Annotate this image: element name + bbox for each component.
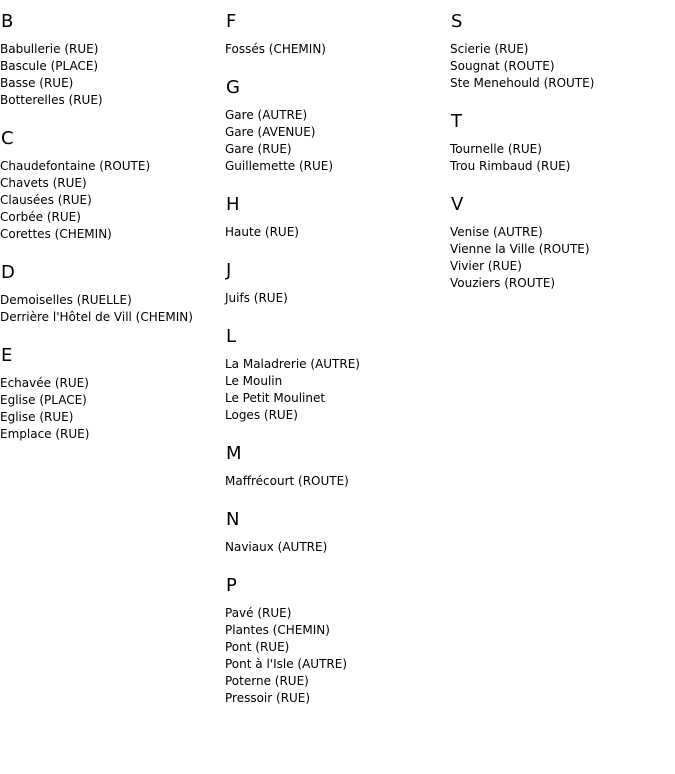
street-link[interactable]: Corettes (CHEMIN) <box>0 227 112 241</box>
street-list <box>0 158 225 243</box>
street-link[interactable]: Eglise (PLACE) <box>0 393 87 407</box>
letter-group <box>0 11 225 109</box>
street-link[interactable]: Clausées (RUE) <box>0 193 92 207</box>
street-link[interactable]: Vienne la Ville (ROUTE) <box>450 242 590 256</box>
street-link[interactable]: Pont à l'Isle (AUTRE) <box>225 657 348 671</box>
letter-group <box>225 194 450 241</box>
letter-group <box>450 111 675 175</box>
street-link[interactable]: Echavée (RUE) <box>0 376 89 390</box>
street-link[interactable]: Vivier (RUE) <box>450 259 522 273</box>
street-list <box>450 41 675 92</box>
letter-heading: B <box>1 11 14 32</box>
letter-heading: P <box>226 575 237 596</box>
letter-heading: V <box>451 194 464 215</box>
street-list <box>225 473 450 490</box>
street-link[interactable]: Gare (AUTRE) <box>225 108 308 122</box>
street-link[interactable]: Haute (RUE) <box>225 225 299 239</box>
street-link[interactable]: Pavé (RUE) <box>225 606 292 620</box>
street-list <box>225 539 450 556</box>
street-link[interactable]: Sougnat (ROUTE) <box>450 59 555 73</box>
letter-group <box>225 77 450 175</box>
letter-heading: J <box>226 260 232 281</box>
street-link[interactable]: Botterelles (RUE) <box>0 93 103 107</box>
street-link[interactable]: Scierie (RUE) <box>450 42 529 56</box>
street-link[interactable]: Maffrécourt (ROUTE) <box>225 474 349 488</box>
street-link[interactable]: Juifs (RUE) <box>225 291 288 305</box>
street-link[interactable]: Bascule (PLACE) <box>0 59 99 73</box>
letter-group <box>225 575 450 707</box>
street-link[interactable]: Gare (AVENUE) <box>225 125 316 139</box>
street-list <box>225 41 450 58</box>
letter-group <box>0 345 225 443</box>
letter-group <box>450 194 675 292</box>
street-link[interactable]: Le Moulin <box>225 374 283 388</box>
letter-group <box>225 260 450 307</box>
street-link[interactable]: Loges (RUE) <box>225 408 298 422</box>
street-link[interactable]: Guillemette (RUE) <box>225 159 334 173</box>
letter-group <box>225 443 450 490</box>
letter-group <box>0 262 225 326</box>
letter-heading: H <box>226 194 240 215</box>
street-list <box>225 356 450 424</box>
street-list <box>225 224 450 241</box>
letter-heading: E <box>1 345 13 366</box>
letter-heading: G <box>226 77 240 98</box>
street-link[interactable]: Le Petit Moulinet <box>225 391 326 405</box>
street-link[interactable]: Corbée (RUE) <box>0 210 81 224</box>
letter-heading: L <box>226 326 237 347</box>
street-link[interactable]: Fossés (CHEMIN) <box>225 42 326 56</box>
street-link[interactable]: Derrière l'Hôtel de Vill (CHEMIN) <box>0 310 193 324</box>
street-link[interactable]: Vouziers (ROUTE) <box>450 276 556 290</box>
street-link[interactable]: Poterne (RUE) <box>225 674 309 688</box>
street-link[interactable]: Gare (RUE) <box>225 142 292 156</box>
street-list <box>450 141 675 175</box>
street-list <box>0 375 225 443</box>
street-link[interactable]: Babullerie (RUE) <box>0 42 99 56</box>
street-column-3 <box>450 0 675 292</box>
street-link[interactable]: Demoiselles (RUELLE) <box>0 293 132 307</box>
street-list <box>0 292 225 326</box>
street-link[interactable]: Trou Rimbaud (RUE) <box>450 159 571 173</box>
street-list <box>225 107 450 175</box>
street-link[interactable]: Naviaux (AUTRE) <box>225 540 328 554</box>
street-link[interactable]: Basse (RUE) <box>0 76 74 90</box>
letter-group <box>225 326 450 424</box>
street-link[interactable]: Pont (RUE) <box>225 640 290 654</box>
street-link[interactable]: Venise (AUTRE) <box>450 225 543 239</box>
street-column-1 <box>0 0 225 443</box>
letter-group <box>225 11 450 58</box>
street-link[interactable]: Plantes (CHEMIN) <box>225 623 330 637</box>
street-list <box>0 41 225 109</box>
letter-heading: T <box>451 111 462 132</box>
street-list <box>225 605 450 707</box>
street-link[interactable]: Eglise (RUE) <box>0 410 74 424</box>
letter-heading: M <box>226 443 242 464</box>
street-link[interactable]: Chaudefontaine (ROUTE) <box>0 159 151 173</box>
letter-group <box>0 128 225 243</box>
letter-group <box>225 509 450 556</box>
letter-heading: N <box>226 509 240 530</box>
street-list <box>450 224 675 292</box>
letter-heading: D <box>1 262 15 283</box>
street-link[interactable]: Chavets (RUE) <box>0 176 87 190</box>
street-list <box>225 290 450 307</box>
letter-heading: C <box>1 128 14 149</box>
street-link[interactable]: Pressoir (RUE) <box>225 691 311 705</box>
letter-heading: S <box>451 11 463 32</box>
street-link[interactable]: Tournelle (RUE) <box>450 142 542 156</box>
street-link[interactable]: La Maladrerie (AUTRE) <box>225 357 360 371</box>
street-link[interactable]: Emplace (RUE) <box>0 427 90 441</box>
street-link[interactable]: Ste Menehould (ROUTE) <box>450 76 595 90</box>
street-column-2 <box>225 0 450 707</box>
letter-heading: F <box>226 11 237 32</box>
letter-group <box>450 11 675 92</box>
